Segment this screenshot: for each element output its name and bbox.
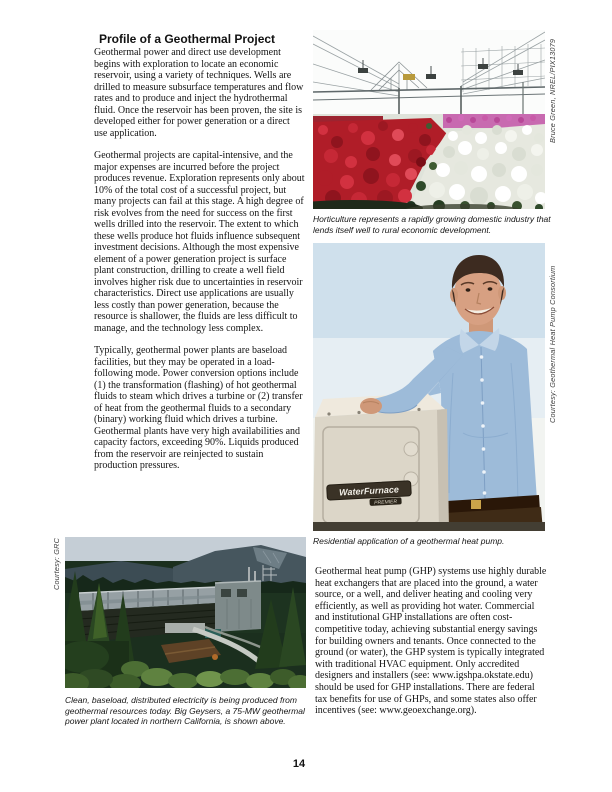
caption-heat-pump: Residential application of a geothermal heat pump. bbox=[313, 536, 505, 546]
power-plant-photo bbox=[65, 537, 306, 688]
photo-credit-greenhouse: Bruce Green, NREL/PIX13079 bbox=[548, 38, 557, 143]
article-paragraph: Geothermal projects are capital-intensive, and the major expenses are incurred before the project produces revenue. Exploration represents only about 10% of the total cost of a successful project, but many projects can fail at this stage. A high degree of risk evolves from the need for success on the first wells drilled into the reservoir. The extent to which these wells produce hot fluids influence subsequent investment decisions. Although the most expensive element of a power generation project is surface plant construction, drilling to create a well field involves higher risk due to uncertainties in reservoir characteristics. Direct use applications are usually less costly than power generation, because the resource is shallower, the fluids are less difficult to manage, and the technology less complex. bbox=[94, 150, 305, 334]
left-text-column bbox=[94, 47, 305, 483]
section-heading: Profile of a Geothermal Project bbox=[99, 32, 276, 46]
greenhouse-photo bbox=[313, 30, 545, 209]
photo-credit-heat-pump: Courtesy: Geothermal Heat Pump Consortium bbox=[548, 265, 557, 423]
badge-subtext: PREMIER bbox=[374, 499, 398, 507]
photo-credit-power-plant: Courtesy: GRC bbox=[52, 537, 61, 590]
ghp-paragraph: Geothermal heat pump (GHP) systems use highly durable heat exchangers that are placed into the ground, a water source, or a well, and deliver heating and cooling very efficiently, as well as providing hot water. Commercial and institutional GHP installations are often cost-competitive today, achieving substantial energy savings for building owners and tenants. Once connected to the ground (or water), the GHP system is typically integrated with traditional HVAC equipment. Only accredited designers and installers (see: www.igshpa.okstate.edu) should be used for GHP installations. There are federal tax benefits for use of GHPs, and some states also offer incentives (see: www.geoexchange.org). bbox=[315, 566, 547, 717]
caption-power-plant: Clean, baseload, distributed electricity is being produced from geothermal resources today. Big Geysers, a 75-MW geothermal power plant located in northern California, is shown above. bbox=[65, 695, 305, 727]
page-number: 14 bbox=[292, 758, 306, 770]
heat-pump-unit bbox=[313, 393, 449, 531]
heat-pump-photo bbox=[313, 243, 545, 531]
badge-text: WaterFurnace bbox=[338, 484, 400, 498]
article-paragraph: Typically, geothermal power plants are baseload facilities, but they may be operated in a load-following mode. Power conversion options include (1) the transformation (flashing) of hot geothermal fluids to steam which drives a turbine or (2) transfer of heat from the geothermal fluids to a secondary (binary) working fluid which drives a turbine. Geothermal plants have very high availabilities and capacity factors, exceeding 90%. Liquids produced from the reservoir are reinjected to sustain production pressures. bbox=[94, 345, 303, 471]
article-paragraph: Geothermal power and direct use development begins with exploration to locate an economic reservoir, using a variety of techniques. Wells are drilled to measure subsurface temperatures and flow rates and to produce and inject the hydrothermal fluid. Once the reservoir has been proven, the site is developed either for power generation or a direct use application. bbox=[94, 47, 304, 139]
caption-greenhouse: Horticulture represents a rapidly growing domestic industry that lends itself well to rural economic development. bbox=[313, 214, 551, 235]
